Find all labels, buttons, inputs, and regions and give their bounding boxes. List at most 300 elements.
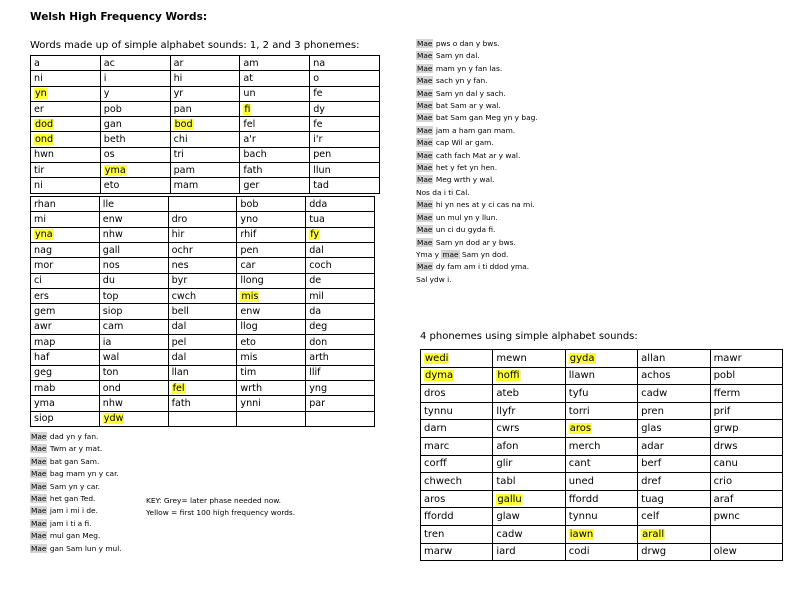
word: da	[309, 306, 322, 318]
sentence: Mae bat Sam ar y wal.	[417, 101, 501, 111]
grey-word: Mae	[417, 88, 433, 98]
table-cell	[565, 525, 637, 543]
table-row	[31, 396, 375, 411]
word: pobl	[713, 370, 736, 382]
table-cell	[100, 163, 170, 178]
sentence: Mae hi yn nes at y ci cas na mi.	[417, 200, 535, 210]
table-cell	[31, 71, 101, 86]
table-cell	[421, 385, 493, 403]
word: fath	[243, 164, 263, 176]
word: mewn	[496, 352, 527, 364]
table-cell	[168, 411, 237, 426]
word: don	[309, 336, 328, 348]
sentence: Mae mam yn y fan las.	[417, 63, 503, 73]
sentence: Yma y mae Sam yn dod.	[416, 249, 509, 259]
table-cell	[240, 101, 310, 116]
sentences-list-right	[416, 38, 538, 286]
word: par	[309, 398, 326, 410]
word: fel	[243, 118, 256, 130]
table-cell	[493, 508, 565, 526]
table-cell	[237, 304, 306, 319]
table-cell	[493, 402, 565, 420]
table-cell	[100, 178, 170, 193]
table-cell	[493, 385, 565, 403]
word: i	[103, 72, 107, 84]
word: cwch	[171, 290, 197, 302]
word: canu	[713, 458, 738, 470]
word: adar	[641, 440, 664, 452]
sentence: Mae het y fet yn hen.	[417, 163, 498, 173]
word: i'r	[313, 134, 323, 146]
word: iard	[496, 546, 516, 558]
table-cell	[638, 508, 710, 526]
table-row	[31, 350, 375, 365]
word: berf	[641, 458, 662, 470]
section-2-heading: 4 phonemes using simple alphabet sounds:	[420, 331, 638, 342]
word: codi	[568, 546, 590, 558]
grey-word: Mae	[31, 469, 47, 479]
table-cell	[240, 71, 310, 86]
table-cell	[306, 335, 375, 350]
word: pan	[173, 103, 192, 115]
table-cell	[99, 319, 168, 334]
word: map	[34, 336, 56, 348]
table-cell	[710, 543, 782, 561]
table-cell	[310, 132, 380, 147]
sentence: Mae sach yn y fan.	[417, 76, 488, 86]
sentence: Mae Sam yn dal y sach.	[417, 88, 506, 98]
word: de	[309, 275, 322, 287]
highlighted-word: fel	[172, 382, 185, 394]
table-cell	[99, 197, 168, 212]
word: nag	[34, 244, 53, 256]
table-cell	[240, 163, 310, 178]
word: chwech	[424, 475, 463, 487]
table-cell	[306, 212, 375, 227]
sentence: Mae bat Sam gan Meg yn y bag.	[417, 113, 538, 123]
table-cell	[710, 437, 782, 455]
table-cell	[306, 381, 375, 396]
grey-word: Mae	[417, 175, 433, 185]
sentence: Mae dy fam am i ti ddod yma.	[417, 262, 530, 272]
table-cell	[306, 273, 375, 288]
word: marc	[424, 440, 450, 452]
word: tad	[313, 180, 329, 192]
word: dy	[313, 103, 325, 115]
table-cell	[710, 508, 782, 526]
table-cell	[306, 289, 375, 304]
grey-word: Mae	[31, 506, 47, 516]
word: eto	[103, 180, 120, 192]
table-cell	[421, 402, 493, 420]
table-cell	[168, 258, 237, 273]
table-cell	[31, 258, 100, 273]
table-row	[31, 197, 375, 212]
word: olew	[713, 546, 737, 558]
sentence: Mae bag mam yn y car.	[31, 469, 119, 479]
word: ochr	[171, 244, 193, 256]
word: yma	[34, 398, 55, 410]
table-cell	[100, 117, 170, 132]
grey-word: Mae	[417, 51, 433, 61]
table-cell	[638, 543, 710, 561]
table-cell	[493, 420, 565, 438]
grey-word: Mae	[417, 76, 433, 86]
word: mil	[309, 290, 324, 302]
word: pel	[171, 336, 187, 348]
table-cell	[421, 508, 493, 526]
sentence: Sal ydw i.	[416, 274, 452, 284]
table-cell	[306, 258, 375, 273]
table-cell	[170, 86, 240, 101]
table-cell	[710, 385, 782, 403]
word: bell	[171, 306, 189, 318]
table-cell	[306, 365, 375, 380]
word: lle	[102, 198, 115, 210]
word: drwg	[641, 546, 667, 558]
table-cell	[31, 163, 101, 178]
table-cell	[710, 455, 782, 473]
word: ger	[243, 180, 260, 192]
highlighted-word: yn	[35, 88, 47, 100]
sentence: Mae un mul yn y llun.	[417, 212, 498, 222]
word: pen	[240, 244, 259, 256]
word: yno	[240, 214, 259, 226]
sentence: Mae gan Sam lun y mul.	[31, 543, 122, 553]
table-cell	[31, 319, 100, 334]
word: nhw	[102, 398, 123, 410]
word: o	[313, 72, 320, 84]
table-row	[31, 227, 375, 242]
sentence: Mae Sam yn y car.	[31, 481, 101, 491]
sentence: Mae jam a ham gan mam.	[417, 125, 516, 135]
grey-word: Mae	[417, 101, 433, 111]
table-cell	[168, 243, 237, 258]
table-cell	[100, 132, 170, 147]
table-cell	[710, 367, 782, 385]
word: ers	[34, 290, 49, 302]
table-row	[31, 101, 380, 116]
key-yellow: Yellow = first 100 high frequency words.	[146, 508, 296, 518]
word: gan	[103, 118, 122, 130]
table-cell	[421, 420, 493, 438]
word: haf	[34, 352, 50, 364]
word: cadw	[641, 387, 668, 399]
grey-word: Mae	[31, 531, 47, 541]
sentence: Mae mul gan Meg.	[31, 531, 101, 541]
table-cell	[168, 289, 237, 304]
word: fferm	[713, 387, 741, 399]
table-cell	[99, 335, 168, 350]
word: cant	[568, 458, 591, 470]
table-cell	[565, 490, 637, 508]
sentence: Nos da i ti Cal.	[416, 187, 470, 197]
table-cell	[493, 525, 565, 543]
table-cell	[99, 350, 168, 365]
table-cell	[310, 71, 380, 86]
word: os	[103, 149, 115, 161]
words-table-1-3-phonemes-continued	[30, 196, 375, 427]
highlighted-word: arall	[642, 528, 665, 540]
table-cell	[99, 243, 168, 258]
sentence: Mae cap Wil ar gam.	[417, 138, 494, 148]
word: at	[243, 72, 254, 84]
grey-word: Mae	[31, 432, 47, 441]
table-cell	[168, 335, 237, 350]
sentence: Mae Sam yn dal.	[417, 51, 480, 61]
word: mi	[34, 214, 47, 226]
grey-word: Mae	[417, 212, 433, 222]
table-cell	[493, 543, 565, 561]
table-row	[421, 525, 783, 543]
grey-word: Mae	[417, 138, 433, 148]
table-cell	[493, 455, 565, 473]
word: allan	[641, 352, 666, 364]
table-row	[31, 178, 380, 193]
table-cell	[237, 319, 306, 334]
word: top	[102, 290, 119, 302]
word: marw	[424, 546, 453, 558]
table-row	[421, 350, 783, 368]
word: tabl	[496, 475, 516, 487]
highlighted-word: aros	[569, 423, 592, 435]
word: mawr	[713, 352, 742, 364]
table-cell	[170, 178, 240, 193]
table-cell	[31, 86, 101, 101]
word: llif	[309, 367, 321, 379]
word: corff	[424, 458, 447, 470]
word: dref	[641, 475, 662, 487]
word: merch	[568, 440, 601, 452]
table-row	[31, 273, 375, 288]
table-cell	[168, 381, 237, 396]
table-cell	[310, 147, 380, 162]
table-cell	[168, 197, 237, 212]
table-cell	[638, 455, 710, 473]
highlighted-word: hoffi	[497, 370, 520, 382]
key-grey: KEY: Grey= later phase needed now.	[146, 496, 281, 505]
table-cell	[168, 319, 237, 334]
table-cell	[306, 304, 375, 319]
word: pam	[173, 164, 195, 176]
table-row	[421, 473, 783, 491]
table-cell	[565, 420, 637, 438]
table-cell	[710, 473, 782, 491]
table-cell	[421, 473, 493, 491]
word: torri	[568, 405, 590, 417]
table-row	[421, 367, 783, 385]
table-cell	[638, 420, 710, 438]
word: glir	[496, 458, 513, 470]
table-cell	[493, 437, 565, 455]
table-cell	[168, 227, 237, 242]
table-cell	[306, 227, 375, 242]
word: cam	[102, 321, 124, 333]
table-cell	[237, 197, 306, 212]
table-row	[421, 385, 783, 403]
word: ci	[34, 275, 42, 287]
table-cell	[421, 455, 493, 473]
table-cell	[237, 258, 306, 273]
table-row	[31, 381, 375, 396]
word: nes	[171, 260, 189, 272]
table-cell	[31, 273, 100, 288]
word: uned	[568, 475, 594, 487]
table-cell	[710, 525, 782, 543]
table-cell	[170, 56, 240, 71]
table-cell	[421, 437, 493, 455]
table-cell	[710, 402, 782, 420]
table-cell	[237, 365, 306, 380]
highlighted-word: gallu	[497, 493, 522, 505]
table-cell	[310, 178, 380, 193]
table-row	[31, 319, 375, 334]
table-cell	[310, 117, 380, 132]
word: tyfu	[568, 387, 589, 399]
grey-word: Mae	[417, 39, 433, 48]
word: tim	[240, 367, 257, 379]
table-cell	[493, 367, 565, 385]
word: tri	[173, 149, 184, 161]
table-cell	[310, 56, 380, 71]
table-row	[31, 163, 380, 178]
words-table-1-3-phonemes	[30, 55, 380, 194]
word: enw	[102, 214, 123, 226]
word: er	[34, 103, 44, 115]
highlighted-word: yma	[104, 164, 126, 176]
table-cell	[710, 420, 782, 438]
table-cell	[31, 365, 100, 380]
word: cadw	[496, 528, 523, 540]
table-cell	[237, 289, 306, 304]
word: mam	[173, 180, 199, 192]
table-cell	[31, 56, 101, 71]
table-cell	[421, 525, 493, 543]
table-cell	[31, 147, 101, 162]
word: mis	[240, 352, 258, 364]
table-cell	[31, 335, 100, 350]
sentence: Mae dad yn y fan.	[31, 432, 99, 441]
table-cell	[31, 243, 100, 258]
word: ffordd	[568, 493, 599, 505]
table-row	[31, 365, 375, 380]
word: enw	[240, 306, 261, 318]
word: eto	[240, 336, 256, 348]
word: chi	[173, 134, 188, 146]
word: dros	[424, 387, 446, 399]
table-cell	[100, 101, 170, 116]
table-cell	[565, 473, 637, 491]
table-cell	[31, 101, 101, 116]
word: fe	[313, 118, 323, 130]
highlighted-word: dyma	[425, 370, 454, 382]
table-cell	[99, 365, 168, 380]
sentence: Mae Sam yn dod ar y bws.	[417, 237, 516, 247]
sentence: Mae pws o dan y bws.	[417, 39, 500, 48]
highlighted-word: mis	[241, 290, 259, 302]
table-row	[31, 258, 375, 273]
table-cell	[638, 473, 710, 491]
table-cell	[168, 365, 237, 380]
sentence: Mae bat gan Sam.	[31, 456, 100, 466]
table-cell	[31, 212, 100, 227]
table-cell	[99, 396, 168, 411]
table-row	[31, 56, 380, 71]
section-1-heading: Words made up of simple alphabet sounds: 1, 2 and 3 phonemes:	[30, 40, 360, 51]
table-cell	[100, 147, 170, 162]
word: ynni	[240, 398, 261, 410]
word: bob	[240, 198, 259, 210]
table-cell	[170, 132, 240, 147]
word: nos	[102, 260, 120, 272]
grey-word: Mae	[417, 113, 433, 123]
table-cell	[99, 258, 168, 273]
word: glaw	[496, 511, 520, 523]
grey-word: Mae	[31, 543, 47, 553]
table-cell	[493, 473, 565, 491]
word: pob	[103, 103, 122, 115]
table-cell	[306, 243, 375, 258]
word: a	[34, 57, 40, 69]
table-cell	[493, 490, 565, 508]
word: siop	[34, 413, 54, 425]
word: grwp	[713, 423, 739, 435]
grey-word: Mae	[417, 63, 433, 73]
table-cell	[565, 385, 637, 403]
grey-word: Mae	[31, 494, 47, 504]
grey-word: Mae	[417, 237, 433, 247]
word: ffordd	[424, 511, 454, 523]
words-table-4-phonemes	[420, 349, 783, 561]
word: gem	[34, 306, 56, 318]
table-cell	[638, 385, 710, 403]
word: tynnu	[568, 511, 598, 523]
grey-word: Mae	[31, 444, 47, 454]
table-cell	[31, 227, 100, 242]
table-cell	[168, 304, 237, 319]
table-cell	[421, 490, 493, 508]
table-cell	[31, 396, 100, 411]
table-cell	[240, 86, 310, 101]
word: hwn	[34, 149, 55, 161]
grey-word: Mae	[31, 456, 47, 466]
table-cell	[421, 367, 493, 385]
table-cell	[31, 304, 100, 319]
sentence: Mae jam i mi i de.	[31, 506, 98, 516]
word: ni	[34, 180, 43, 192]
word: tir	[34, 164, 45, 176]
table-cell	[99, 411, 168, 426]
word: wal	[102, 352, 120, 364]
table-cell	[421, 350, 493, 368]
word: ar	[173, 57, 184, 69]
table-cell	[710, 490, 782, 508]
table-cell	[100, 71, 170, 86]
table-cell	[237, 396, 306, 411]
table-row	[421, 508, 783, 526]
word: wrth	[240, 382, 263, 394]
table-cell	[31, 381, 100, 396]
grey-word: Mae	[31, 481, 47, 491]
grey-word: Mae	[417, 150, 433, 160]
word: prif	[713, 405, 731, 417]
table-cell	[310, 163, 380, 178]
word: byr	[171, 275, 188, 287]
word: mor	[34, 260, 54, 272]
table-cell	[306, 319, 375, 334]
table-cell	[638, 525, 710, 543]
word: fe	[313, 88, 323, 100]
